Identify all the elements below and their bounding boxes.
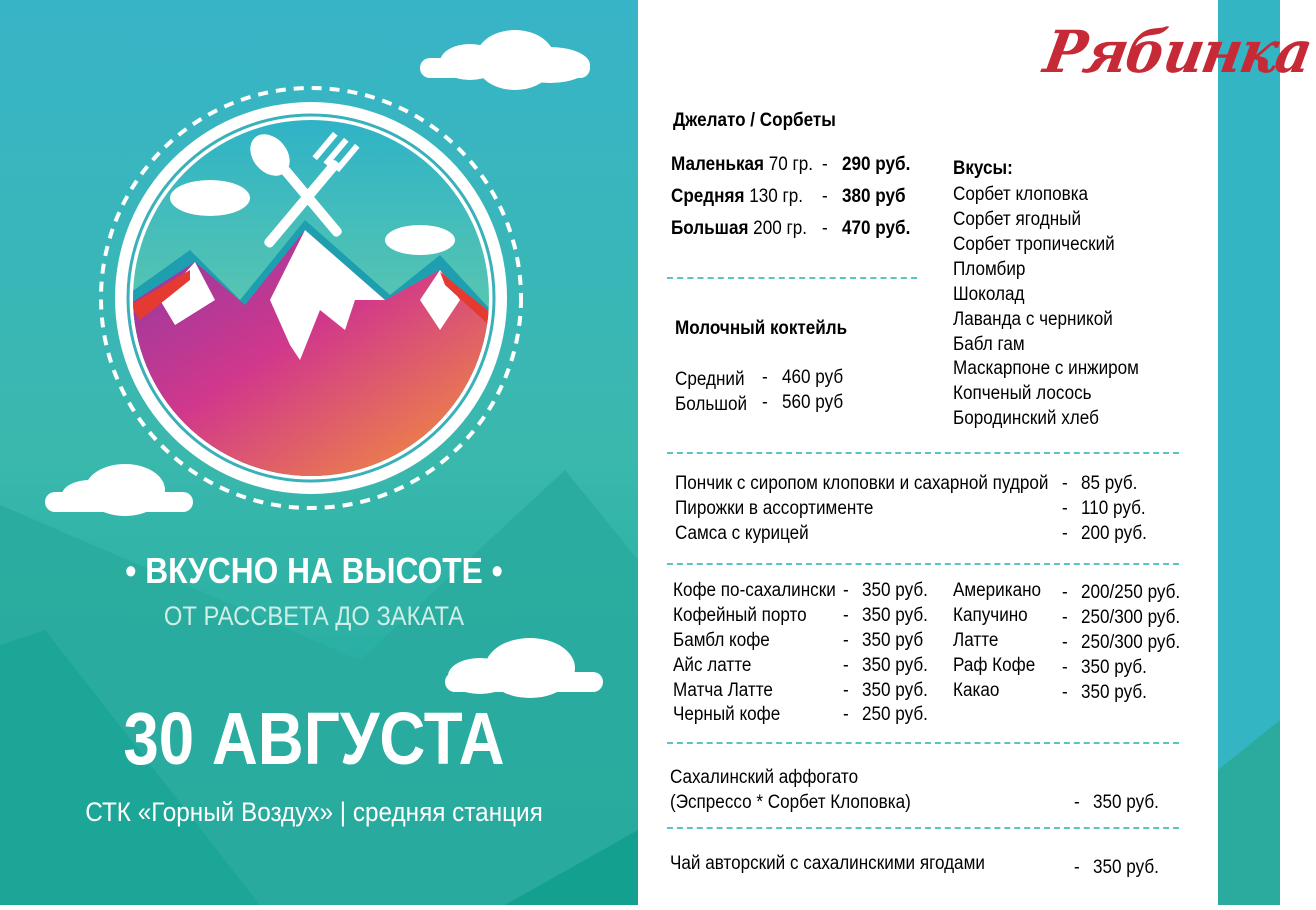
coffee-item: Кофейный порто <box>673 605 807 626</box>
gelato-price-medium: 380 руб <box>842 186 906 207</box>
tea-price: 350 руб. <box>1093 857 1159 878</box>
milkshake-dash: - <box>762 392 768 413</box>
coffee-item: Черный кофе <box>673 704 781 725</box>
coffee-item: Матча Латте <box>673 680 773 701</box>
divider <box>667 827 1179 829</box>
affogato-dash: - <box>1074 792 1080 813</box>
milkshake-dash: - <box>762 367 768 388</box>
milkshake-price: 560 руб <box>782 392 844 413</box>
gelato-dash: - <box>822 186 828 207</box>
bakery-price: 110 руб. <box>1081 498 1146 519</box>
flavors-title: Вкусы: <box>953 158 1013 179</box>
bakery-item: Самса с курицей <box>675 523 809 544</box>
coffee-price: 250/300 руб. <box>1081 607 1181 628</box>
coffee-price: 350 руб. <box>1081 682 1147 703</box>
milkshake-name: Средний <box>675 369 745 390</box>
coffee-dash: - <box>1062 582 1068 603</box>
divider <box>667 563 1179 565</box>
coffee-price: 250/300 руб. <box>1081 632 1181 653</box>
coffee-item: Раф Кофе <box>953 655 1036 676</box>
coffee-price: 350 руб. <box>862 605 928 626</box>
tea-name: Чай авторский с сахалинскими ягодами <box>670 853 985 874</box>
bakery-dash: - <box>1062 523 1068 544</box>
coffee-price: 350 руб. <box>1081 657 1147 678</box>
bakery-price: 200 руб. <box>1081 523 1147 544</box>
tagline: • ВКУСНО НА ВЫСОТЕ • <box>125 550 503 591</box>
divider <box>667 277 917 279</box>
coffee-item: Бамбл кофе <box>673 630 770 651</box>
affogato-price: 350 руб. <box>1093 792 1159 813</box>
coffee-dash: - <box>843 680 849 701</box>
coffee-dash: - <box>1062 607 1068 628</box>
divider <box>667 452 1179 454</box>
affogato-name: Сахалинский аффогато <box>670 767 859 788</box>
coffee-dash: - <box>1062 632 1068 653</box>
flavor-item: Лаванда с черникой <box>953 309 1113 330</box>
gelato-price-large: 470 руб. <box>842 218 911 239</box>
bakery-item: Пончик с сиропом клоповки и сахарной пудрой <box>675 473 1049 494</box>
flavor-item: Сорбет тропический <box>953 234 1115 255</box>
coffee-dash: - <box>843 605 849 626</box>
milkshake-name: Большой <box>675 394 748 415</box>
gelato-title: Джелато / Сорбеты <box>673 110 836 131</box>
flavor-item: Пломбир <box>953 259 1026 280</box>
subtagline: ОТ РАССВЕТА ДО ЗАКАТА <box>163 601 465 631</box>
gelato-price-small: 290 руб. <box>842 154 911 175</box>
event-date: 30 АВГУСТА <box>123 697 505 780</box>
flavor-item: Бабл гам <box>953 334 1025 355</box>
flavor-item: Бородинский хлеб <box>953 408 1099 429</box>
coffee-item: Айс латте <box>673 655 752 676</box>
coffee-dash: - <box>843 580 849 601</box>
flavor-item: Сорбет ягодный <box>953 209 1082 230</box>
bakery-dash: - <box>1062 498 1068 519</box>
bakery-price: 85 руб. <box>1081 473 1138 494</box>
coffee-price: 350 руб. <box>862 680 928 701</box>
coffee-price: 350 руб. <box>862 655 928 676</box>
affogato-desc: (Эспрессо * Сорбет Клоповка) <box>670 792 911 813</box>
coffee-dash: - <box>843 704 849 725</box>
right-edge-strip <box>1218 0 1280 905</box>
coffee-dash: - <box>843 655 849 676</box>
gelato-size-large: Большая 200 гр. <box>671 218 807 239</box>
coffee-dash: - <box>1062 682 1068 703</box>
bakery-dash: - <box>1062 473 1068 494</box>
flavor-item: Сорбет клоповка <box>953 184 1089 205</box>
gelato-size-small: Маленькая 70 гр. <box>671 154 814 175</box>
gelato-dash: - <box>822 154 828 175</box>
poster-panel <box>0 0 638 905</box>
coffee-price: 250 руб. <box>862 704 928 725</box>
coffee-dash: - <box>843 630 849 651</box>
flavor-item: Шоколад <box>953 284 1025 305</box>
gelato-dash: - <box>822 218 828 239</box>
tea-dash: - <box>1074 857 1080 878</box>
coffee-item: Латте <box>953 630 999 651</box>
flavor-item: Копченый лосось <box>953 383 1092 404</box>
coffee-item: Американо <box>953 580 1042 601</box>
divider <box>667 742 1179 744</box>
gelato-size-medium: Средняя 130 гр. <box>671 186 803 207</box>
bakery-item: Пирожки в ассортименте <box>675 498 874 519</box>
flavor-item: Маскарпоне с инжиром <box>953 358 1139 379</box>
coffee-item: Капучино <box>953 605 1028 626</box>
coffee-dash: - <box>1062 657 1068 678</box>
milkshake-title: Молочный коктейль <box>675 318 848 339</box>
coffee-price: 350 руб <box>862 630 924 651</box>
coffee-item: Какао <box>953 680 1000 701</box>
venue: СТК «Горный Воздух» | средняя станция <box>85 797 543 827</box>
brand-logo: Рябинка <box>1038 18 1316 86</box>
coffee-price: 350 руб. <box>862 580 928 601</box>
coffee-price: 200/250 руб. <box>1081 582 1181 603</box>
coffee-item: Кофе по-сахалински <box>673 580 836 601</box>
milkshake-price: 460 руб <box>782 367 844 388</box>
